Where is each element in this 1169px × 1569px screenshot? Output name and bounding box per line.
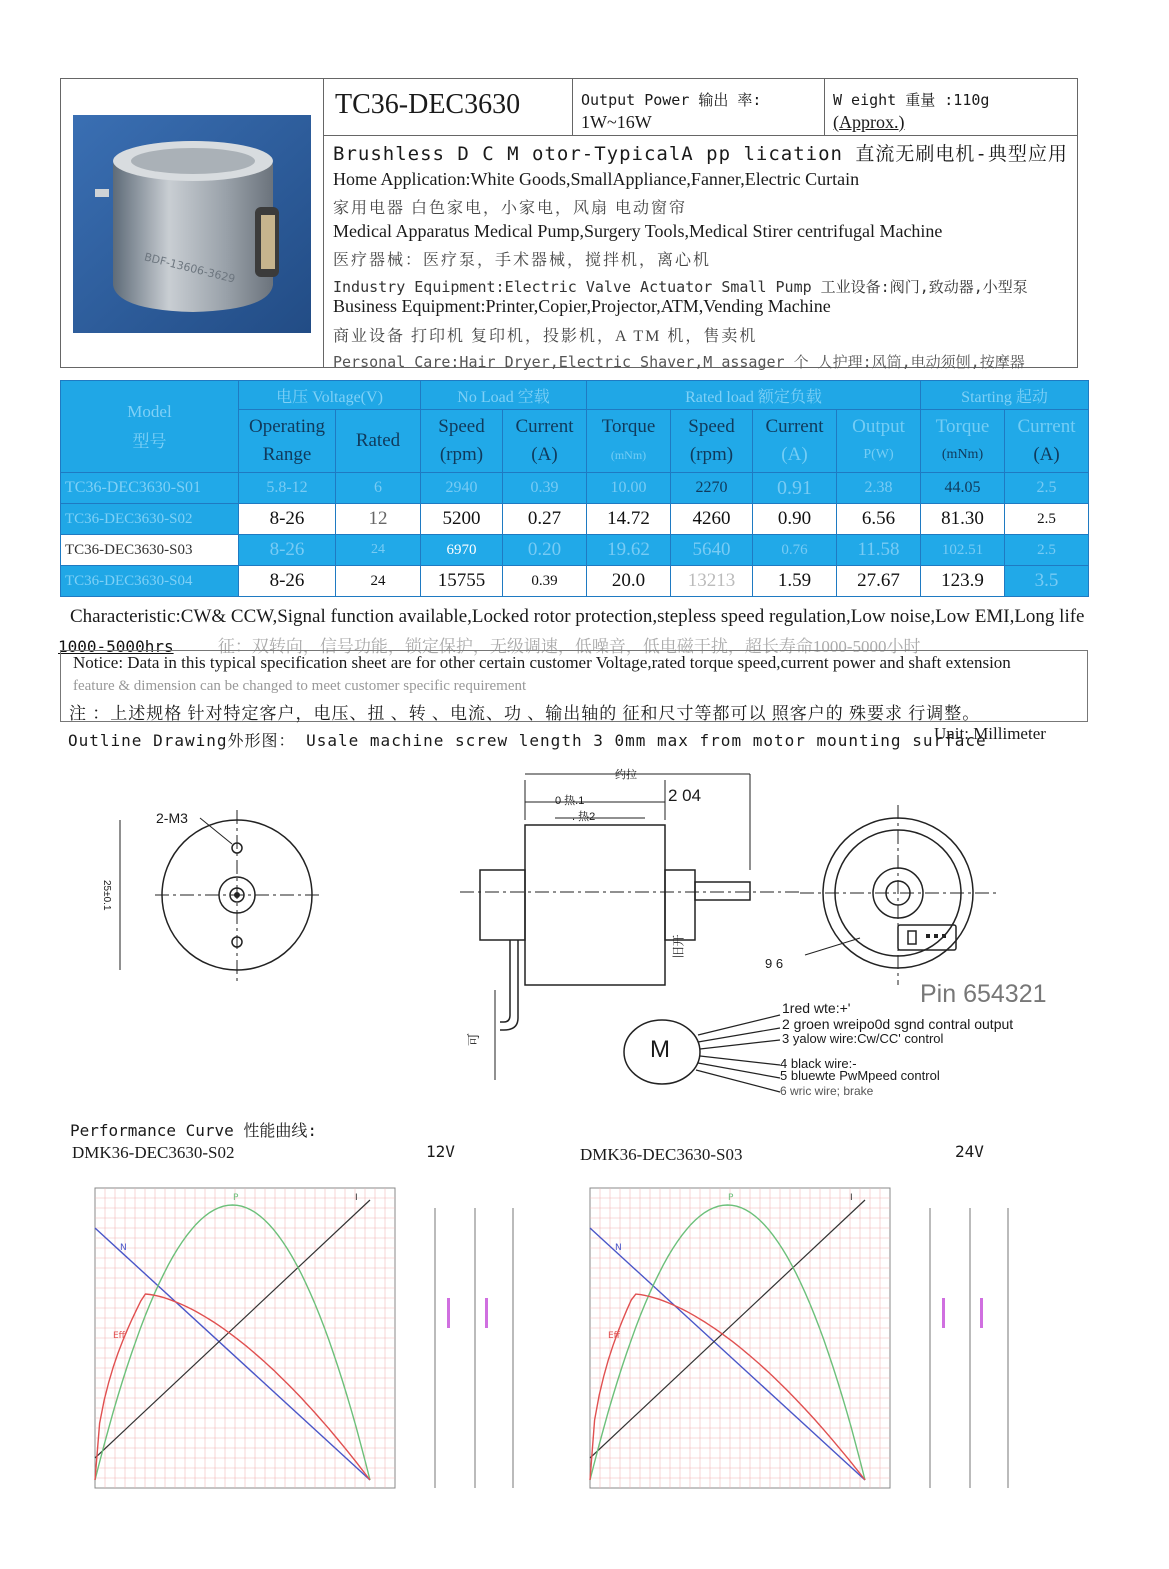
wire-4-label: 4 black wire:- — [780, 1056, 857, 1071]
chart-1-voltage: 12V — [426, 1142, 455, 1161]
title-row — [323, 79, 1077, 136]
axis-marker — [942, 1298, 945, 1328]
motor-symbol: M — [650, 1036, 670, 1063]
side-label-a: 旧开 — [671, 934, 686, 959]
weight-label: W eight 重量 :110g — [833, 91, 990, 109]
col-starting-torque: Torque (mNm) — [921, 410, 1005, 473]
table-row: TC36-DEC3630-S01 5.8-12 6 2940 0.39 10.00 2270 0.91 2.38 44.05 2.5 — [61, 473, 1089, 504]
notice-box — [60, 650, 1088, 722]
weight — [825, 79, 1077, 135]
top-dimension-label: 约拉 — [615, 769, 637, 781]
motor-photo — [73, 115, 311, 333]
characteristic-en: Characteristic:CW& CCW,Signal function available,Locked rotor protection,stepless speed regulation,Low noise,Low EMI,Long life — [70, 606, 1085, 627]
col-current: Current (A) — [753, 410, 837, 473]
chart-2-voltage: 24V — [955, 1142, 984, 1161]
axis-marker — [447, 1298, 450, 1328]
starting-header: Starting 起动 — [921, 381, 1089, 410]
medical-application-cn: 医疗器械：医疗泵，手术器械，搅拌机，离心机 — [333, 252, 712, 269]
side-label-b: 可 — [466, 1032, 482, 1047]
applications — [323, 137, 1077, 371]
business-application-cn: 商业设备 打印机 复印机，投影机，A TM 机，售卖机 — [333, 328, 758, 345]
personal-care-application: Personal Care:Hair Dryer,Electric Shaver,M assager 个 人护理:风筒,电动须刨,按摩器 — [333, 353, 1025, 371]
medical-application-en: Medical Apparatus Medical Pump,Surgery Tools,Medical Stirer centrifugal Machine — [333, 221, 943, 241]
dimension-204-label: 2 04 — [668, 786, 702, 805]
efficiency-curve-label: Eff — [113, 1331, 125, 1341]
business-application-en: Business Equipment:Printer,Copier,Projector,ATM,Vending Machine — [333, 296, 831, 316]
photo-cell — [61, 79, 324, 367]
diameter-label: 25±0.1 — [101, 880, 112, 911]
col-rated: Rated — [336, 410, 421, 473]
output-power-label: Output Power 输出 率: — [581, 91, 762, 109]
home-application-en: Home Application:White Goods,SmallAppliance,Fanner,Electric Curtain — [333, 169, 860, 189]
table-row: TC36-DEC3630-S02 8-26 12 5200 0.27 14.72 4260 0.90 6.56 81.30 2.5 — [61, 504, 1089, 535]
weight-value: (Approx.) — [833, 112, 905, 132]
characteristic-cn-text: 征：双转向，信号功能，锁定保护，无级调速，低噪音，低电磁干扰，超长寿命1000-5000小时 — [217, 637, 921, 656]
wire-1-label: 1red wte:+' — [782, 1000, 851, 1016]
industry-application: Industry Equipment:Electric Valve Actuator Small Pump 工业设备:阀门,致动器,小型泵 — [333, 278, 1028, 296]
output-power — [573, 79, 825, 135]
col-torque: Torque (mNm) — [587, 410, 671, 473]
col-operating-range: Operating Range — [239, 410, 336, 473]
col-noload-speed: Speed (rpm) — [421, 410, 503, 473]
chart-1-title: DMK36-DEC3630-S02 — [72, 1143, 235, 1162]
axis-marker — [485, 1298, 488, 1328]
table-row: TC36-DEC3630-S03 8-26 24 6970 0.20 19.62 5640 0.76 11.58 102.51 2.5 — [61, 535, 1089, 566]
speed-curve-label: N — [615, 1243, 622, 1253]
pin-label: Pin 654321 — [920, 980, 1047, 1008]
power-curve-label: P — [233, 1193, 239, 1203]
col-noload-current: Current (A) — [503, 410, 587, 473]
col-output: Output P(W) — [837, 410, 921, 473]
wire-5-label: 5 bluewte PwMpeed control — [780, 1068, 940, 1083]
outline-drawing-svg — [100, 760, 1100, 1110]
efficiency-curve-label: Eff — [608, 1331, 620, 1341]
output-power-value: 1W~16W — [581, 112, 652, 132]
col-speed: Speed (rpm) — [671, 410, 753, 473]
outline-title: Outline Drawing外形图： Usale machine screw length 3 0mm max from motor mounting surface — [68, 731, 987, 750]
notice-en: Notice: Data in this typical specification sheet are for other certain customer Voltage,rated torque speed,current power and shaft extension — [73, 653, 1011, 672]
dimension-b-label: . 热2 — [572, 811, 596, 823]
current-curve-label: I — [850, 1193, 853, 1203]
unit-label: Unit: Millimeter — [934, 724, 1046, 743]
svg-text:BDF-13606-3629: BDF-13606-3629 — [142, 250, 237, 286]
rated-load-header: Rated load 额定负载 — [587, 381, 921, 410]
col-starting-current: Current (A) — [1005, 410, 1089, 473]
performance-title: Performance Curve 性能曲线: — [70, 1121, 318, 1140]
power-curve-label: P — [728, 1193, 734, 1203]
dimension-96-label: 9 6 — [765, 956, 784, 971]
wire-6-label: 6 wric wire; brake — [780, 1084, 874, 1098]
current-curve-label: I — [355, 1193, 358, 1203]
m3-label: 2-M3 — [156, 810, 188, 826]
wire-3-label: 3 yalow wire:Cw/CC' control — [782, 1031, 944, 1046]
performance-curve-chart-1 — [70, 1170, 530, 1500]
table-row: TC36-DEC3630-S04 8-26 24 15755 0.39 20.0 13213 1.59 27.67 123.9 3.5 — [61, 566, 1089, 597]
wire-2-label: 2 groen wreipo0d sgnd contral output — [782, 1016, 1014, 1032]
voltage-header: 电压 Voltage(V) — [239, 381, 421, 410]
chart-2-title: DMK36-DEC3630-S03 — [580, 1145, 743, 1164]
home-application-cn: 家用电器 白色家电，小家电，风扇 电动窗帘 — [333, 200, 688, 217]
axis-marker — [980, 1298, 983, 1328]
performance-curve-chart-2 — [565, 1170, 1025, 1500]
speed-curve-label: N — [120, 1243, 127, 1253]
notice-cn: 注 ：上述规格 针对特定客户，电压、扭 、转 、电流、功 、输出轴的 征和尺寸等都可以 照客户的 殊要求 行调整。 — [69, 704, 981, 723]
spec-table — [60, 380, 1089, 597]
model-title: TC36-DEC3630 — [323, 79, 573, 135]
spec-header — [60, 78, 1078, 371]
outline-drawing — [100, 760, 1100, 1110]
notice-en-2: feature & dimension can be changed to meet customer specific requirement — [73, 678, 527, 694]
applications-heading: Brushless D C M otor-TypicalA pp lication 直流无刷电机-典型应用 — [333, 143, 1068, 165]
model-header: Model 型号 — [61, 381, 239, 473]
dimension-a-label: 0 热.1 — [555, 795, 585, 807]
noload-header: No Load 空载 — [421, 381, 587, 410]
life-hours: 1000-5000hrs — [58, 637, 174, 656]
